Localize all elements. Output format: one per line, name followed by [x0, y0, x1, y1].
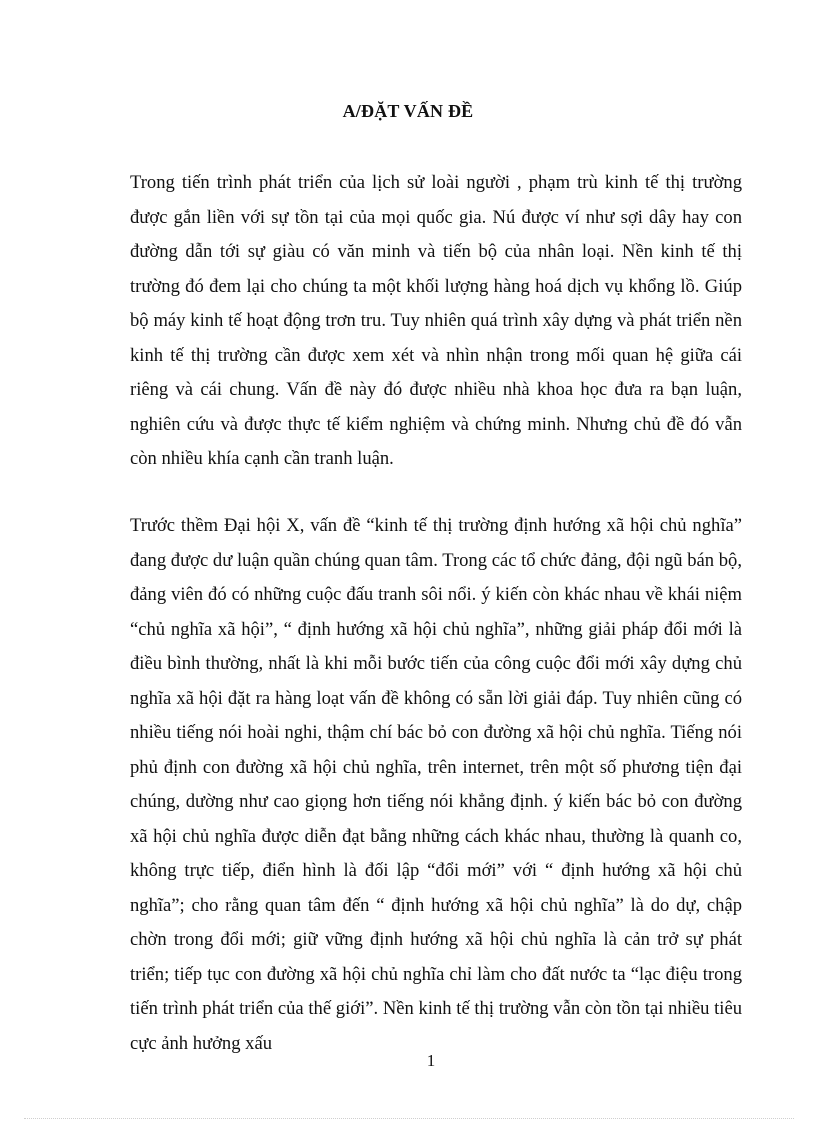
paragraph-2-text: Trước thềm Đại hội X, vấn đề “kinh tế thị trường định hướng xã hội chủ nghĩa” đang được dư luận quần chúng quan tâm. Trong các tổ chức đảng, đội ngũ bán bộ, đảng viên đó có những cuộc đấu tranh sôi nổi. ý kiến còn khác nhau về khái niệm “chủ nghĩa xã hội”, “ định hướng xã hội chủ nghĩa”, những giải pháp đổi mới là điều bình thường, nhất là khi mỗi bước tiến của công cuộc đổi mới xây dựng chủ nghĩa xã hội đặt ra hàng loạt vấn đề không có sẵn lời giải đáp. Tuy nhiên cũng có nhiều tiếng nói hoài nghi, thậm chí bác bỏ con đường xã hội chủ nghĩa. Tiếng nói phủ định con đường xã hội chủ nghĩa, trên internet, trên một số phương tiện đại chúng, dường như cao giọng hơn tiếng nói khẳng định. ý kiến bác bỏ con đường xã hội chủ nghĩa được diễn đạt bằng những cách khác nhau, thường là quanh co, không trực tiếp, điển hình là đối lập “đổi mới” với “ định hướng xã hội chủ nghĩa”; cho rằng quan tâm đến “ định hướng xã hội chủ nghĩa” là do dự, chập chờn trong đổi mới; giữ vững định hướng xã hội chủ nghĩa là cản trở sự phát triển; tiếp tục con đường xã hội chủ nghĩa chỉ làm cho đất nước ta “lạc điệu trong tiến trình phát triển của thế giới”. Nền kinh tế thị trường vẫn còn tồn tại nhiều tiêu cực ảnh hưởng xấu [130, 515, 742, 1054]
footer-divider [24, 1118, 794, 1119]
paragraph-1 [130, 166, 742, 477]
page-title: A/ĐẶT VẤN ĐỀ [342, 101, 474, 121]
paragraph-1-text: Trong tiến trình phát triển của lịch sử loài người , phạm trù kinh tế thị trường được gắn liền với sự tồn tại của mọi quốc gia. Nú được ví như sợi dây hay con đường dẫn tới sự giàu có văn minh và tiến bộ của nhân loại. Nền kinh tế thị trường đó đem lại cho chúng ta một khối lượng hàng hoá dịch vụ khổng lồ. Giúp bộ máy kinh tế hoạt động trơn tru. Tuy nhiên quá trình xây dựng và phát triển nền kinh tế thị trường cần được xem xét và nhìn nhận trong mối quan hệ giữa cái riêng và cái chung. Vấn đề này đó được nhiều nhà khoa học đưa ra bạn luận, nghiên cứu và được thực tế kiểm nghiệm và chứng minh. Nhưng chủ đề đó vẫn còn nhiều khía cạnh cần tranh luận. [130, 172, 742, 469]
page-number: 1 [426, 1051, 436, 1070]
paragraph-2 [130, 509, 742, 1061]
